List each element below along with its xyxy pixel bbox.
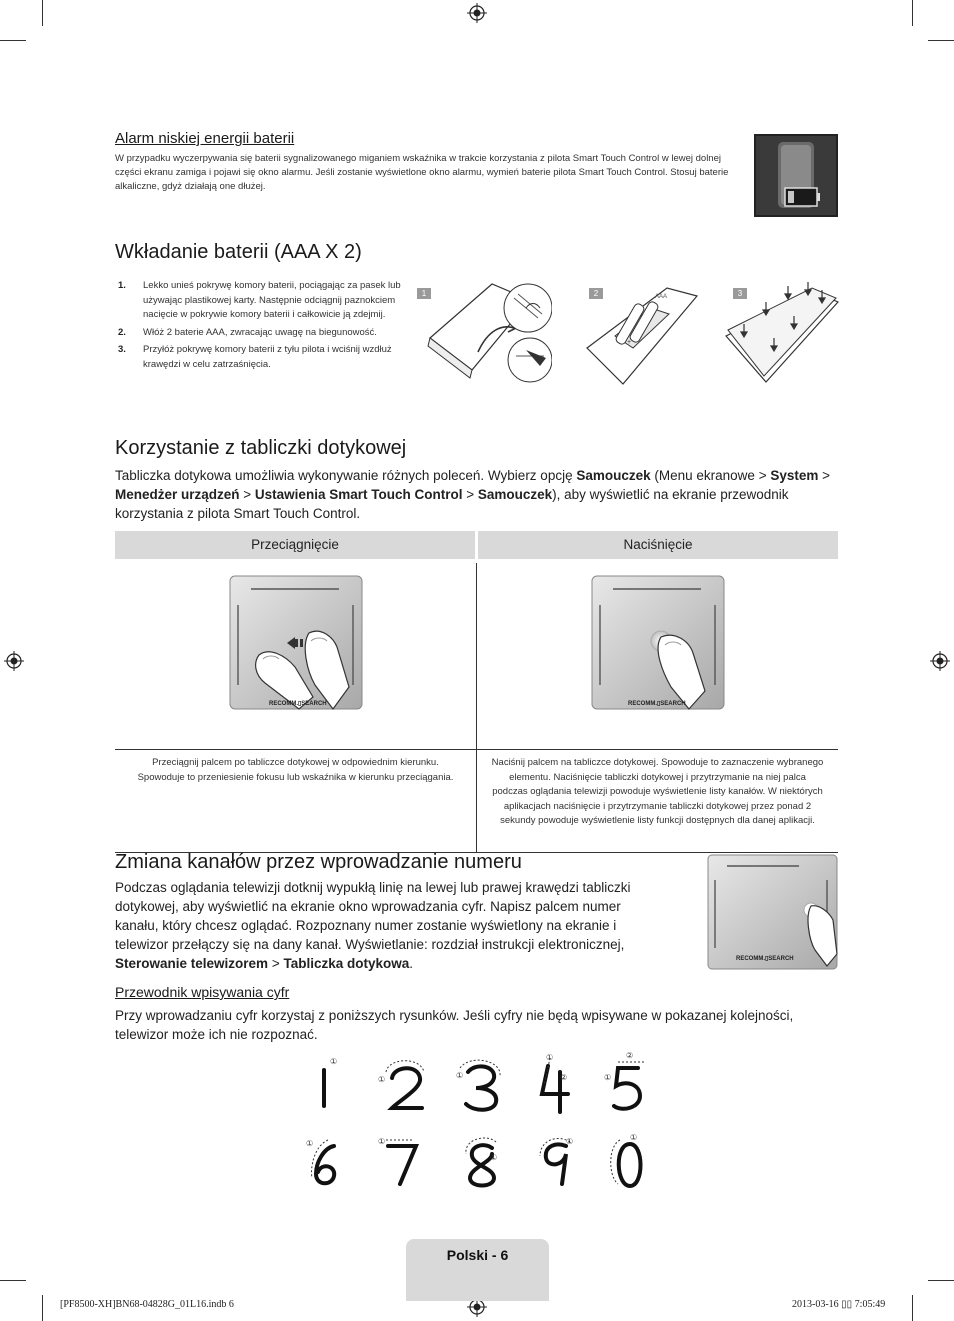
touchpad-label: RECOMM.▯SEARCH [736, 956, 794, 962]
svg-text:②: ② [626, 1051, 634, 1060]
digit-guide-figure [300, 1050, 660, 1190]
menu-path-term: Tabliczka dotykowa [283, 956, 410, 971]
svg-text:AAA: AAA [655, 294, 668, 300]
drag-gesture-image [115, 563, 476, 750]
table-cell [115, 563, 476, 852]
table-cell [476, 563, 838, 852]
remote-cover-open-illustration [422, 278, 552, 386]
press-gesture-image [477, 563, 838, 750]
text-run: Podczas oglądania telewizji dotknij wypukłą linię na lewej lub prawej krawędzi tabliczki dotykowej, aby wyświetlić na ekranie okno wprowadzania cyfr. Napisz palcem numer kanału, który chcesz oglądać. Rozpoznany numer zostanie wyświetlony na ekranie i telewizor przełączy się na dany kanał. Wyświetlanie: rozdział instrukcji elektronicznej, [115, 880, 631, 952]
channel-heading: Zmiana kanałów przez wprowadzanie numeru [115, 851, 522, 873]
text-run: > [818, 468, 830, 483]
menu-path-term: System [770, 468, 819, 483]
figure-label: 1 [417, 288, 431, 299]
svg-text:①: ① [566, 1137, 574, 1146]
crop-mark [42, 0, 43, 26]
crop-mark [912, 1295, 913, 1321]
figure-label: 3 [733, 288, 747, 299]
remote-close-cover-illustration [724, 280, 840, 386]
digit-guide-text: Przy wprowadzaniu cyfr korzystaj z poniższych rysunków. Jeśli cyfry nie będą wpisywane w pokazanej kolejności, telewizor może ich nie rozpoznać. [115, 1008, 794, 1042]
remote-insert-batteries-illustration [585, 284, 705, 388]
svg-text:②: ② [560, 1073, 568, 1082]
text-run: (Menu ekranowe > [650, 468, 771, 483]
touchpad-intro-text [115, 466, 839, 523]
svg-text:①: ① [330, 1057, 338, 1066]
figure-label: 2 [589, 288, 603, 299]
svg-text:①: ① [630, 1133, 638, 1142]
low-battery-text: W przypadku wyczerpywania się baterii sygnalizowanego miganiem wskaźnika w trakcie korzystania z pilota Smart Touch Control w lewej dolnej części ekranu zamiga i pojawi się okno alarmu. Jeśli zostanie wyświetlone okno alarmu, wymień baterie pilota Smart Touch Control. Stosuj baterie alkaliczne, gdyż działają one dłużej. [115, 153, 729, 192]
text-run: > [462, 487, 478, 502]
low-battery-heading: Alarm niskiej energii baterii [115, 130, 295, 147]
step-text: Lekko unieś pokrywę komory baterii, pociągając za pasek lub używając plastikowej karty. Następnie odciągnij paznokciem nacięcie w pokrywie komory baterii i całkowicie ją zdejmij. [143, 280, 401, 320]
digit-guide-heading: Przewodnik wpisywania cyfr [115, 984, 290, 1000]
table-header-row [115, 531, 838, 559]
svg-text:①: ① [378, 1137, 386, 1146]
svg-text:①: ① [306, 1139, 314, 1148]
text-run: > [239, 487, 255, 502]
touchpad-label: RECOMM.▯SEARCH [628, 701, 686, 707]
svg-text:①: ① [490, 1153, 498, 1162]
crop-mark [912, 0, 913, 26]
text-run: Tabliczka dotykowa umożliwia wykonywanie różnych poleceń. Wybierz opcję [115, 468, 577, 483]
list-item [118, 279, 404, 323]
text-run: > [268, 956, 284, 971]
registration-mark-icon [4, 651, 24, 671]
list-item [118, 343, 404, 372]
crop-mark [0, 40, 26, 41]
menu-path-term: Samouczek [576, 468, 651, 483]
touchpad-label: RECOMM.▯SEARCH [269, 701, 327, 707]
column-header-drag: Przeciągnięcie [115, 531, 475, 559]
list-item [118, 326, 404, 341]
page-number: Polski - 6 [446, 1247, 509, 1263]
step-number: 2. [118, 326, 126, 338]
battery-steps-list [118, 279, 404, 375]
low-battery-screen-image [754, 134, 838, 217]
svg-text:①: ① [456, 1071, 464, 1080]
gesture-table [115, 531, 838, 853]
svg-text:①: ① [604, 1073, 612, 1082]
batteries-heading: Wkładanie baterii (AAA X 2) [115, 241, 362, 263]
press-description: Naciśnij palcem na tabliczce dotykowej. Spowoduje to zaznaczenie wybranego elementu. Naciśnięcie tabliczki dotykowej i przytrzymanie na niej palca podczas oglądania telewizji powoduje wyświetlenie listy kanałów. W niektórych aplikacjach naciśnięcie i przytrzymanie tabliczki dotykowej przez ponad 2 sekundy powoduje wyświetlenie listy funkcji dostępnych dla danej aplikacji. [491, 757, 824, 827]
step-text: Przyłóż pokrywę komory baterii z tyłu pilota i wciśnij wzdłuż krawędzi w celu zatrzaśnięcia. [143, 344, 392, 370]
menu-path-term: Samouczek [477, 487, 553, 502]
drag-description: Przeciągnij palcem po tabliczce dotykowej w odpowiednim kierunku. Spowoduje to przeniesienie fokusu lub wskaźnika w kierunku przeciągania. [137, 757, 454, 783]
touchpad-edge-image [707, 854, 838, 970]
crop-mark [928, 1280, 954, 1281]
crop-mark [0, 1280, 26, 1281]
registration-mark-icon [467, 3, 487, 23]
step-text: Włóż 2 baterie AAA, zwracając uwagę na biegunowość. [143, 326, 377, 338]
table-row [115, 563, 838, 853]
menu-path-term: Ustawienia Smart Touch Control [254, 487, 463, 502]
text-run: ), aby wyświetlić na ekranie przewodnik korzystania z pilota Smart Touch Control. [115, 487, 789, 521]
footer-timestamp: 2013-03-16 ▯▯ 7:05:49 [792, 1299, 886, 1310]
touchpad-heading: Korzystanie z tabliczki dotykowej [115, 437, 407, 459]
column-header-press: Naciśnięcie [478, 531, 838, 559]
step-number: 1. [118, 280, 126, 291]
crop-mark [42, 1295, 43, 1321]
svg-text:①: ① [378, 1075, 386, 1084]
channel-intro-text [115, 878, 667, 973]
text-run: . [409, 956, 414, 971]
registration-mark-icon [930, 651, 950, 671]
footer-file-info: [PF8500-XH]BN68-04828G_01L16.indb 6 [60, 1299, 234, 1310]
crop-mark [928, 40, 954, 41]
menu-path-term: Menedżer urządzeń [115, 487, 240, 502]
step-number: 3. [118, 344, 126, 355]
svg-text:①: ① [546, 1053, 554, 1062]
svg-text:+: + [627, 339, 632, 346]
menu-path-term: Sterowanie telewizorem [115, 956, 269, 971]
